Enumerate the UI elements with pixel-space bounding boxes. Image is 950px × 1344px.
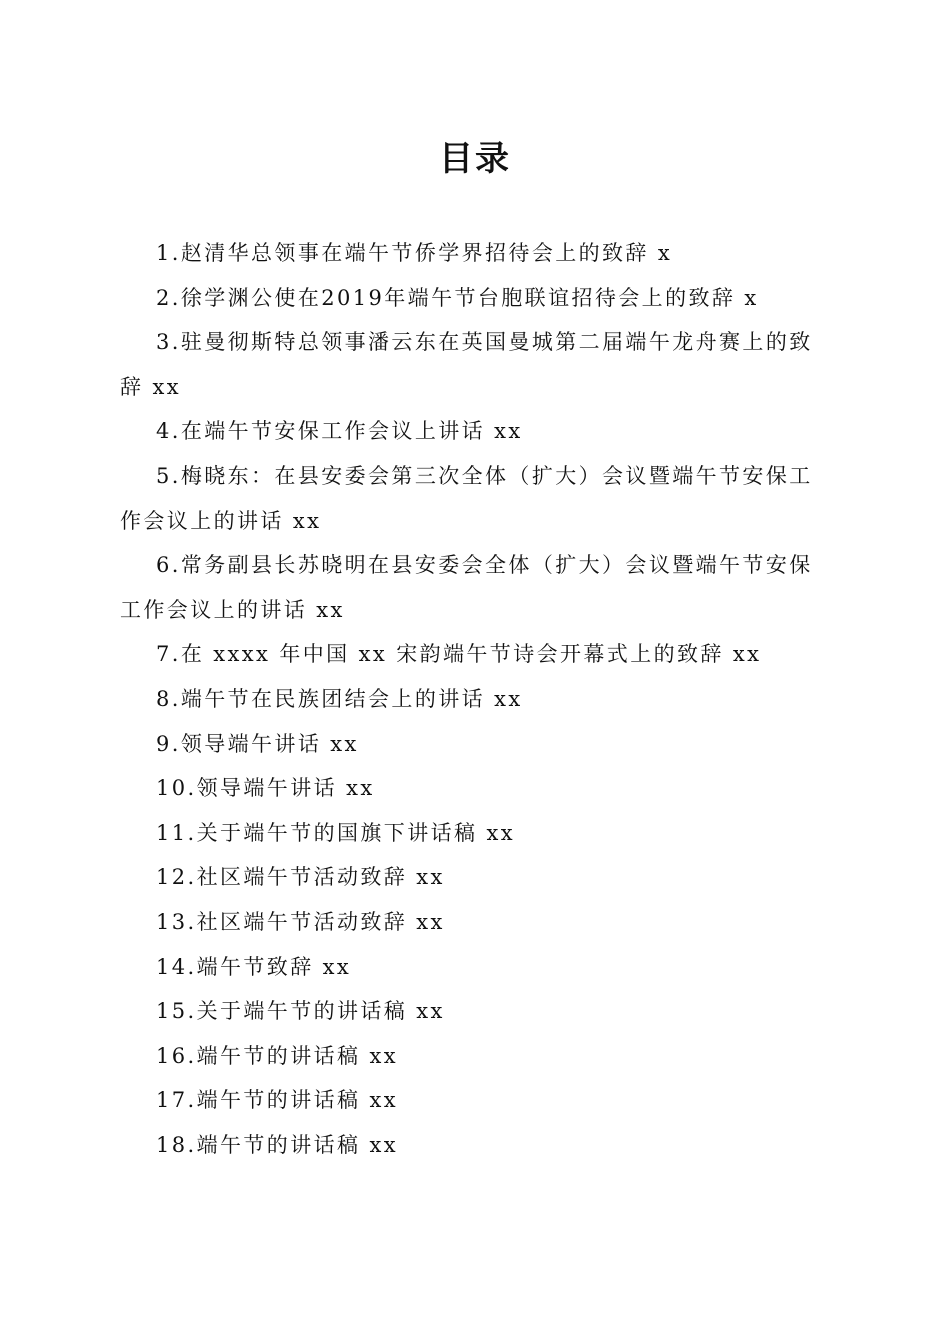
toc-entry: 16.端午节的讲话稿 xx xyxy=(156,1043,398,1068)
toc-entry: 6.常务副县长苏晓明在县安委会全体（扩大）会议暨端午节安保工作会议上的讲话 xx xyxy=(120,553,813,622)
toc-entry: 18.端午节的讲话稿 xx xyxy=(156,1132,398,1157)
toc-entry: 3.驻曼彻斯特总领事潘云东在英国曼城第二届端午龙舟赛上的致辞 xx xyxy=(120,330,813,399)
toc-entry: 2.徐学渊公使在2019年端午节台胞联谊招待会上的致辞 x xyxy=(156,285,759,310)
table-of-contents xyxy=(120,231,825,1167)
toc-entry: 11.关于端午节的国旗下讲话稿 xx xyxy=(156,820,515,845)
toc-entry: 14.端午节致辞 xx xyxy=(156,954,352,979)
toc-entry: 13.社区端午节活动致辞 xx xyxy=(156,909,445,934)
toc-entry: 4.在端午节安保工作会议上讲话 xx xyxy=(156,419,523,444)
page-title: 目录 xyxy=(439,139,511,179)
toc-entry: 10.领导端午讲话 xx xyxy=(156,776,375,801)
toc-entry: 5.梅晓东：在县安委会第三次全体（扩大）会议暨端午节安保工作会议上的讲话 xx xyxy=(120,463,813,533)
toc-entry: 1.赵清华总领事在端午节侨学界招待会上的致辞 x xyxy=(156,241,673,265)
toc-entry: 17.端午节的讲话稿 xx xyxy=(156,1088,398,1113)
toc-entry: 15.关于端午节的讲话稿 xx xyxy=(156,999,445,1024)
toc-entry: 12.社区端午节活动致辞 xx xyxy=(156,865,445,890)
toc-entry: 9.领导端午讲话 xx xyxy=(156,731,359,756)
toc-entry: 8.端午节在民族团结会上的讲话 xx xyxy=(156,686,523,711)
toc-entry: 7.在 xxxx 年中国 xx 宋韵端午节诗会开幕式上的致辞 xx xyxy=(156,642,762,667)
